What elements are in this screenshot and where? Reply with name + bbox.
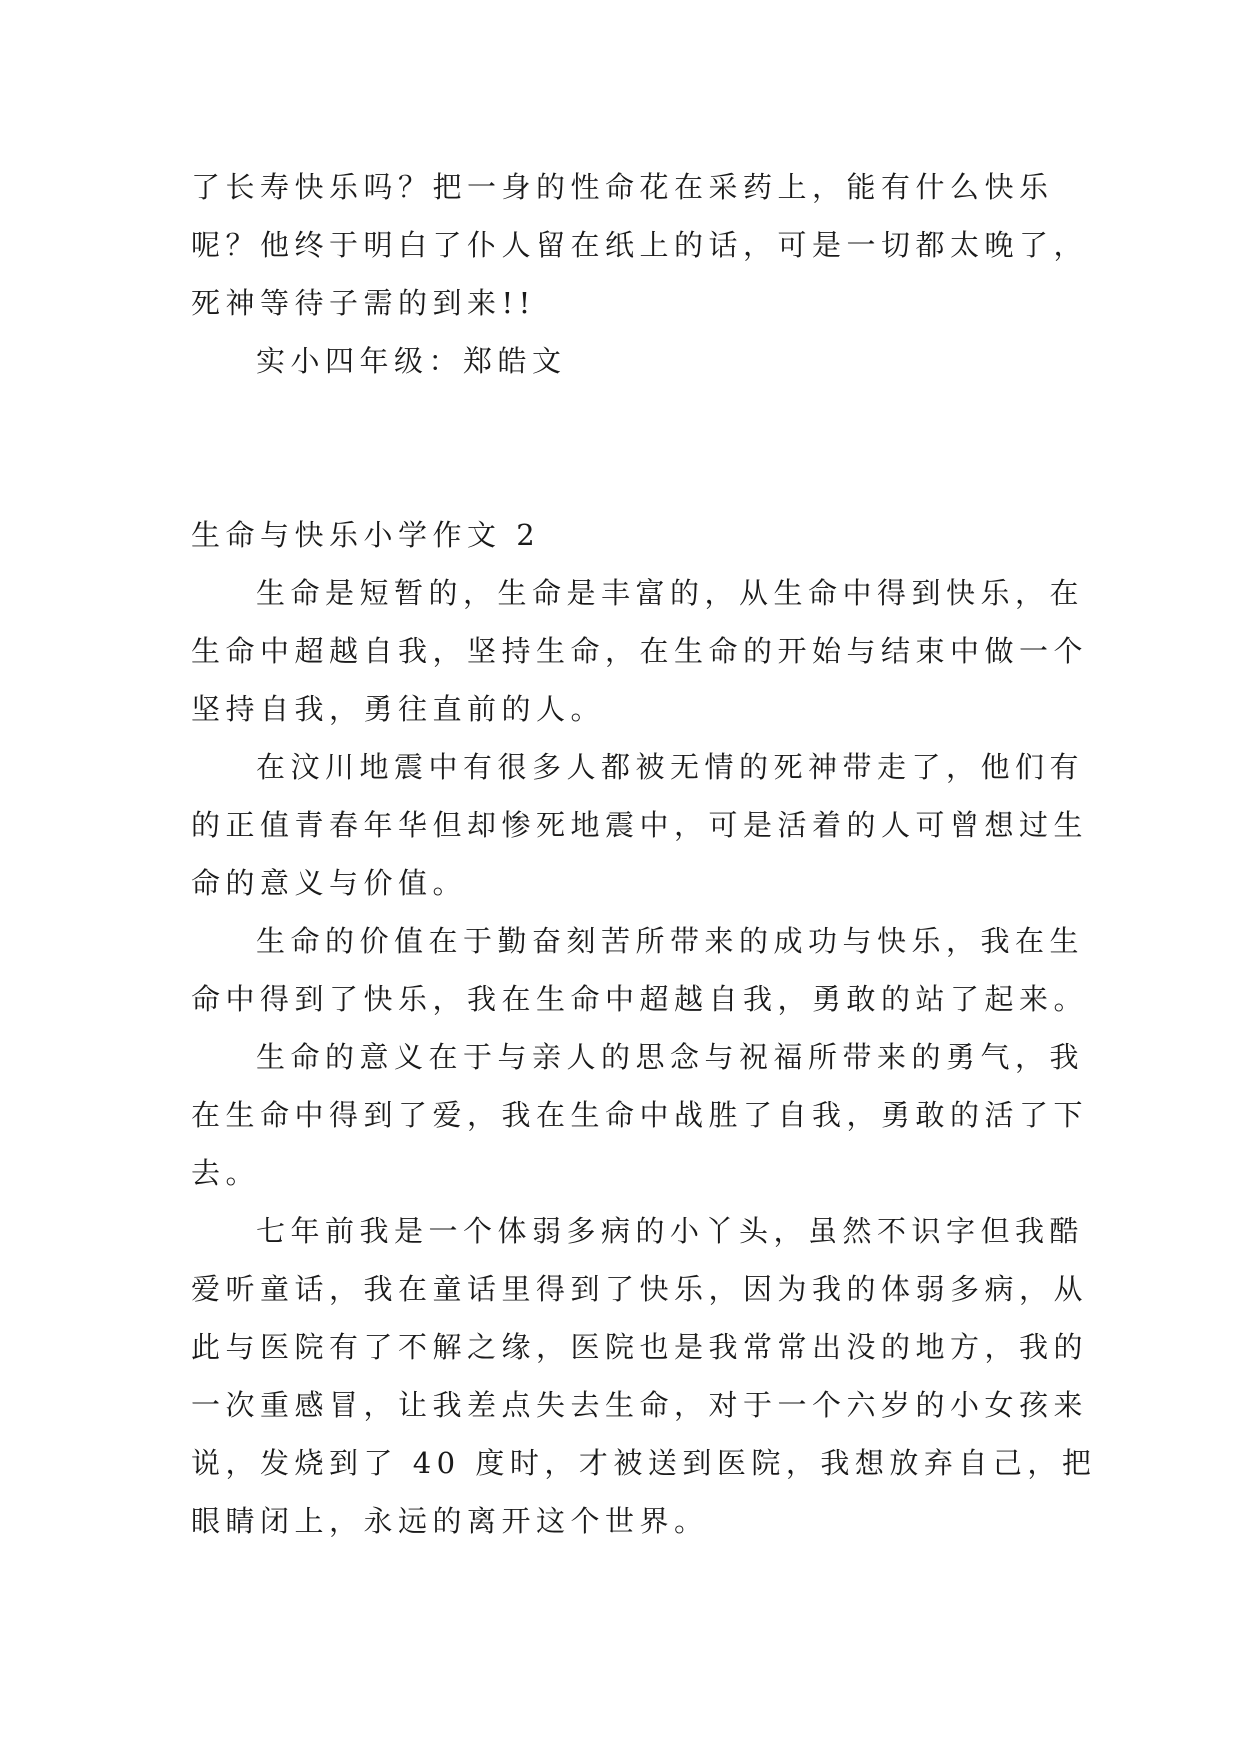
paragraph-line: 爱听童话，我在童话里得到了快乐，因为我的体弱多病，从 <box>191 1272 1089 1306</box>
paragraph-line: 去。 <box>191 1156 261 1190</box>
paragraph-line: 说，发烧到了 40 度时，才被送到医院，我想放弃自己，把 <box>191 1446 1097 1480</box>
paragraph-line: 一次重感冒，让我差点失去生命，对于一个六岁的小女孩来 <box>191 1388 1089 1422</box>
paragraph-line: 死神等待子需的到来!! <box>191 286 536 320</box>
paragraph-line: 在生命中得到了爱，我在生命中战胜了自我，勇敢的活了下 <box>191 1098 1089 1132</box>
paragraph-line: 生命的价值在于勤奋刻苦所带来的成功与快乐，我在生 <box>256 924 1085 958</box>
paragraph-line: 坚持自我，勇往直前的人。 <box>191 692 606 726</box>
essay-title: 生命与快乐小学作文 2 <box>191 518 541 552</box>
paragraph-line: 命的意义与价值。 <box>191 866 468 900</box>
paragraph-line: 在汶川地震中有很多人都被无情的死神带走了，他们有 <box>256 750 1085 784</box>
paragraph-line: 了长寿快乐吗？把一身的性命花在采药上，能有什么快乐 <box>191 170 1054 204</box>
paragraph-line: 生命是短暂的，生命是丰富的，从生命中得到快乐，在 <box>256 576 1085 610</box>
author-signature: 实小四年级：郑皓文 <box>256 344 567 378</box>
paragraph-line: 的正值青春年华但却惨死地震中，可是活着的人可曾想过生 <box>191 808 1089 842</box>
paragraph-line: 此与医院有了不解之缘，医院也是我常常出没的地方，我的 <box>191 1330 1089 1364</box>
paragraph-line: 生命中超越自我，坚持生命，在生命的开始与结束中做一个 <box>191 634 1089 668</box>
paragraph-line: 呢？他终于明白了仆人留在纸上的话，可是一切都太晚了， <box>191 228 1089 262</box>
paragraph-line: 眼睛闭上，永远的离开这个世界。 <box>191 1504 709 1538</box>
paragraph-line: 命中得到了快乐，我在生命中超越自我，勇敢的站了起来。 <box>191 982 1089 1016</box>
paragraph-line: 生命的意义在于与亲人的思念与祝福所带来的勇气，我 <box>256 1040 1085 1074</box>
paragraph-line: 七年前我是一个体弱多病的小丫头，虽然不识字但我酷 <box>256 1214 1085 1248</box>
